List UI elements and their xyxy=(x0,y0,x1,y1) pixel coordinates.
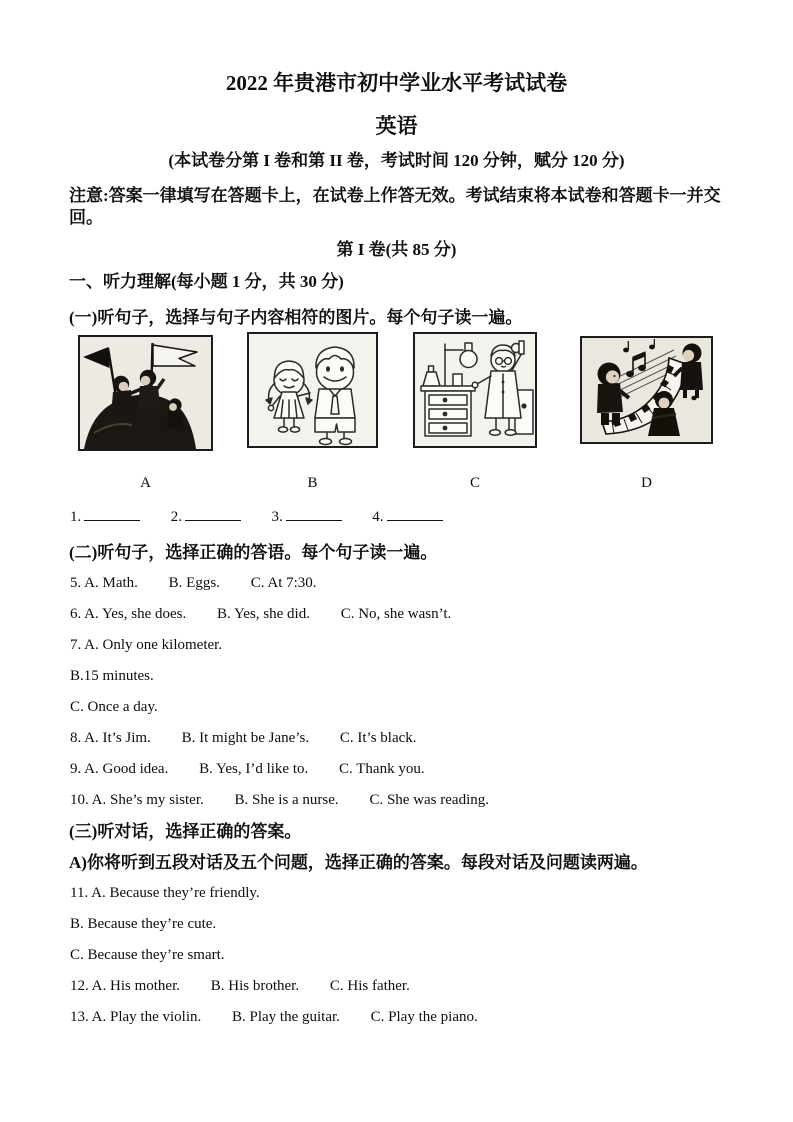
picture-label-d: D xyxy=(641,475,652,491)
questions-block xyxy=(0,537,793,1033)
question-option: 6. A. Yes, she does. xyxy=(70,606,187,622)
children-music-piano-illustration xyxy=(582,338,711,442)
part2-instruction: (二)听句子，选择正确的答语。每个句子读一遍。 xyxy=(69,543,438,562)
question-option: C. She was reading. xyxy=(369,792,489,808)
question-option: 9. A. Good idea. xyxy=(70,761,169,777)
picture-option-a xyxy=(78,335,213,451)
blank-number: 4. xyxy=(372,509,384,525)
listening-section-heading: 一、听力理解(每小题 1 分，共 30 分) xyxy=(69,272,344,291)
question-option: B. His brother. xyxy=(210,978,300,994)
question-option: C. Once a day. xyxy=(70,699,158,715)
question-option: 10. A. She’s my sister. xyxy=(70,792,204,808)
question-option: C. No, she wasn’t. xyxy=(340,606,452,622)
question-option: B. It might be Jane’s. xyxy=(181,730,310,746)
question-11-option-c xyxy=(0,940,793,971)
blank-line xyxy=(84,505,140,521)
scientist-chemistry-experiment-illustration xyxy=(415,334,535,446)
notice-line: 注意:答案一律填写在答题卡上，在试卷上作答无效。考试结束将本试卷和答题卡一并交回。 xyxy=(69,186,721,227)
question-option: B. Yes, she did. xyxy=(217,606,310,622)
question-5 xyxy=(0,568,793,599)
answer-blank-1 xyxy=(70,505,167,529)
blank-number: 2. xyxy=(170,509,182,525)
question-11-option-b xyxy=(0,909,793,940)
blank-line xyxy=(387,505,443,521)
question-option: 13. A. Play the violin. xyxy=(70,1009,202,1025)
question-11-option-a xyxy=(0,878,793,909)
question-13 xyxy=(0,1002,793,1033)
question-6 xyxy=(0,599,793,630)
picture-option-d xyxy=(580,336,713,444)
volume-heading: 第 I 卷(共 85 分) xyxy=(336,240,457,259)
question-option: C. It’s black. xyxy=(339,730,417,746)
paper-info-line: (本试卷分第 I 卷和第 II 卷，考试时间 120 分钟，赋分 120 分) xyxy=(168,151,625,170)
children-planting-flags-on-mountain-illustration xyxy=(80,337,211,449)
part1-instruction: (一)听句子，选择与句子内容相符的图片。每个句子读一遍。 xyxy=(69,308,523,327)
blank-number: 1. xyxy=(70,509,82,525)
answer-blanks-row xyxy=(0,505,793,529)
picture-option-c xyxy=(413,332,537,448)
question-option: C. Because they’re smart. xyxy=(70,947,225,963)
question-8 xyxy=(0,723,793,754)
answer-blank-2 xyxy=(171,505,268,529)
picture-options-row xyxy=(0,332,793,452)
picture-label-c: C xyxy=(469,475,480,491)
question-option: B. Because they’re cute. xyxy=(70,916,217,932)
blank-number: 3. xyxy=(271,509,283,525)
question-7-option-b xyxy=(0,661,793,692)
question-option: 7. A. Only one kilometer. xyxy=(70,637,223,653)
question-option: C. Thank you. xyxy=(339,761,425,777)
question-option: B. Play the guitar. xyxy=(232,1009,340,1025)
question-option: 11. A. Because they’re friendly. xyxy=(70,885,260,901)
question-option: B.15 minutes. xyxy=(70,668,154,684)
question-option: 8. A. It’s Jim. xyxy=(70,730,151,746)
question-option: B. Yes, I’d like to. xyxy=(199,761,309,777)
blank-line xyxy=(286,505,342,521)
question-10 xyxy=(0,785,793,816)
picture-label-a: A xyxy=(140,475,151,491)
girl-and-boy-standing-illustration xyxy=(249,334,376,446)
question-option: 5. A. Math. xyxy=(70,575,138,591)
question-option: 12. A. His mother. xyxy=(70,978,181,994)
answer-blank-4 xyxy=(372,505,469,529)
question-option: C. At 7:30. xyxy=(250,575,317,591)
picture-label-b: B xyxy=(307,475,318,491)
question-option: C. Play the piano. xyxy=(370,1009,478,1025)
question-12 xyxy=(0,971,793,1002)
subject-title: 英语 xyxy=(375,114,418,138)
answer-blank-3 xyxy=(272,505,369,529)
part3-instruction: (三)听对话，选择正确的答案。 xyxy=(69,822,302,841)
question-option: B. She is a nurse. xyxy=(234,792,339,808)
question-option: C. His father. xyxy=(329,978,410,994)
question-7-option-a xyxy=(0,630,793,661)
blank-line xyxy=(185,505,241,521)
page-title: 2022 年贵港市初中学业水平考试试卷 xyxy=(225,71,568,95)
picture-option-b xyxy=(247,332,378,448)
part3-sub-instruction: A)你将听到五段对话及五个问题，选择正确的答案。每段对话及问题读两遍。 xyxy=(69,853,648,872)
question-7-option-c xyxy=(0,692,793,723)
question-option: B. Eggs. xyxy=(168,575,220,591)
question-9 xyxy=(0,754,793,785)
picture-labels-row xyxy=(0,474,793,492)
